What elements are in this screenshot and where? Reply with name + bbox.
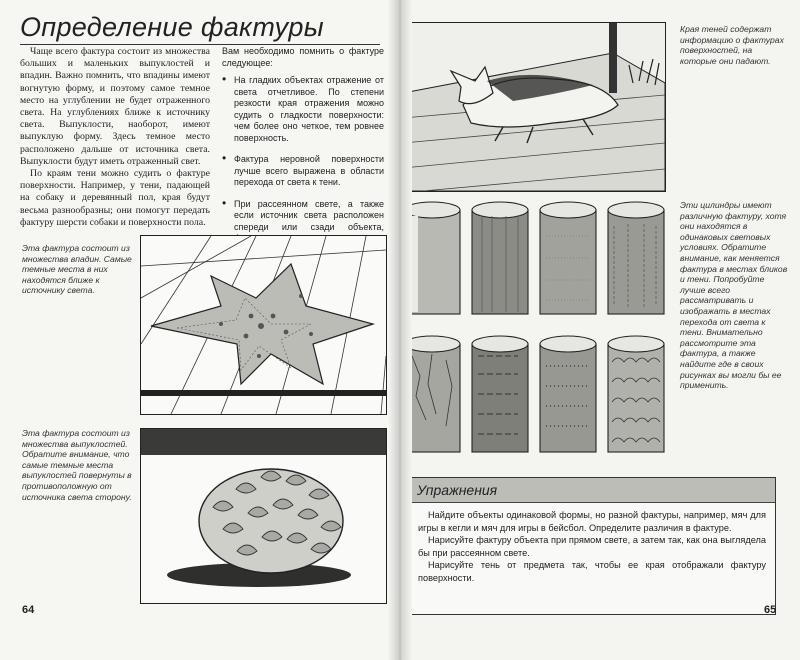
pinecone-illustration (140, 428, 387, 604)
cylinder-fabric (540, 202, 596, 314)
exercise-paragraph: Нарисуйте фактуру объекта при прямом свете, а затем так, как она выглядела бы при рассеянном свете. (418, 535, 766, 558)
left-page (0, 0, 398, 660)
cylinder-granular (540, 336, 596, 452)
cylinder-smooth (404, 202, 460, 314)
paragraph: Чаще всего фактура состоит из множества больших и маленьких выпуклостей и впадин. Важно помнить, что впадины имеют вогнутую форму, и поэтому самое темное место на углублении не будет отраженного света. На углублениях ближе к источнику света. Выпуклости, наоборот, имеют выпуклую форму. Здесь темное место расположено дальше от источника света. Выпуклости будут иметь отраженный свет. (20, 46, 210, 167)
page-number-left: 64 (22, 604, 35, 616)
cylinder-wood (472, 202, 528, 314)
dog-illustration (402, 22, 666, 192)
caption-starfish: Эта фактура состоит из множества впадин. Самые темные места в них находятся ближе к источнику света. (22, 243, 132, 296)
exercise-heading: Упражнения (409, 478, 775, 503)
starfish-illustration (140, 235, 387, 415)
bullet-item: • При рассеянном свете, а также если источник света расположен спереди или сзади объекта, (222, 199, 384, 245)
page-title: Определение фактуры (20, 12, 324, 42)
floor-stripe (141, 390, 386, 396)
exercise-text (409, 503, 775, 585)
caption-dog: Края теней содержат информацию о фактурах поверхностей, на которые они падают. (680, 24, 784, 66)
bullet-list (222, 75, 384, 245)
text-column-1 (20, 46, 210, 229)
pinecone-shape (199, 469, 343, 573)
cylinder-bark (472, 336, 528, 452)
cylinder-rough (608, 202, 664, 314)
paragraph: По краям тени можно судить о фактуре поверхности. Например, у тени, падающей на собаку и деревянный пол, края будут весьма разнообразны; они помогут передать фактуру шерсти собаки и поверхности пола. (20, 168, 210, 228)
bullet-item: • Фактура неровной поверхности лучше всего выражена в области перехода от света к тени. (222, 154, 384, 189)
caption-cylinders: Эти цилиндры имеют различную фактуру, хотя они находятся в одинаковых световых условиях. Обратите внимание, как меняется фактура в местах бликов и тени. Попробуйте лучше всего рассматривать и изображать в местах перехода от света к тени. Внимательно рассмотрите эта фактура, а также найдите где в своих рисунках вы могли бы ее применить. (680, 200, 788, 391)
bullet-item: • На гладких объектах отражение от света отчетливое. По степени резкости края отражения можно судить о гладкости поверхности: чем более оно четкое, тем ровнее поверхность. (222, 75, 384, 144)
title-rule (20, 44, 380, 45)
cylinder-cracked (404, 336, 460, 452)
dog-drawing (403, 23, 665, 191)
bullets-intro: Вам необходимо помнить о фактуре следующее: (222, 46, 384, 68)
exercise-box (408, 477, 776, 615)
cylinders-grid (402, 196, 672, 464)
book-gutter (388, 0, 412, 660)
exercise-paragraph: Найдите объекты одинаковой формы, но разной фактуры, например, мяч для игры в кегли и мяч для игры в бейсбол. Определите различия в фактуре. (418, 510, 766, 533)
text-column-2 (222, 46, 384, 255)
exercise-paragraph: Нарисуйте тень от предмета так, чтобы ее края отображали фактуру поверхности. (418, 560, 766, 583)
caption-cone: Эта фактура состоит из множества выпуклостей. Обратите внимание, что самые темные места выпуклостей повернуты в противоположную от источника света сторону. (22, 428, 132, 502)
starfish-drawing (141, 236, 386, 414)
right-page (398, 0, 800, 660)
cylinders-drawing (402, 196, 672, 464)
pinecone-drawing (141, 429, 386, 603)
cylinder-scales (608, 336, 664, 452)
page-number-right: 65 (764, 604, 777, 616)
